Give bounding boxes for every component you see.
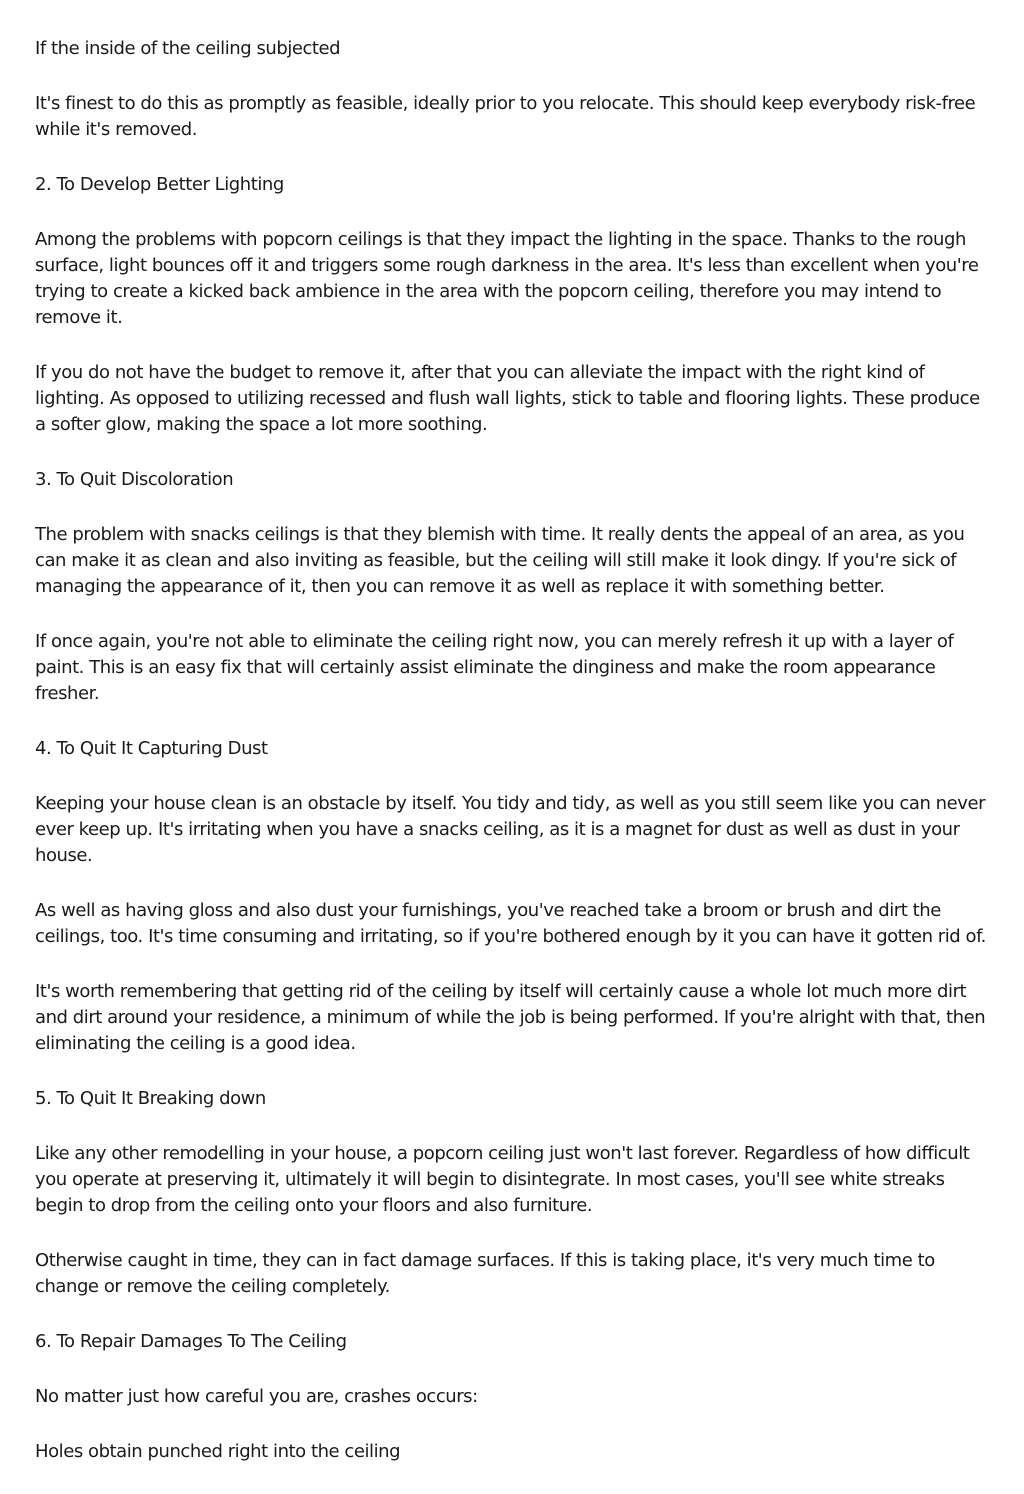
section-heading-discoloration: 3. To Quit Discoloration xyxy=(35,469,234,490)
paragraph: It's finest to do this as promptly as feasible, ideally prior to you relocate. This should keep everybody risk-free while it's removed. xyxy=(35,93,976,140)
paragraph: Otherwise caught in time, they can in fact damage surfaces. If this is taking place, it's very much time to change or remove the ceiling completely. xyxy=(35,1250,935,1297)
paragraph: The problem with snacks ceilings is that they blemish with time. It really dents the appeal of an area, as you can make it as clean and also inviting as feasible, but the ceiling will still make it look dingy. If you're sick of managing the appearance of it, then you can remove it as well as replace it with something better. xyxy=(35,524,965,597)
paragraph-intro-fragment: If the inside of the ceiling subjected xyxy=(35,38,341,59)
paragraph: If once again, you're not able to eliminate the ceiling right now, you can merely refresh it up with a layer of paint. This is an easy fix that will certainly assist eliminate the dinginess and make the room appearance fresher. xyxy=(35,631,954,704)
section-heading-breaking-down: 5. To Quit It Breaking down xyxy=(35,1088,266,1109)
section-heading-dust: 4. To Quit It Capturing Dust xyxy=(35,738,268,759)
document-body xyxy=(35,36,990,1494)
section-heading-repair-damages: 6. To Repair Damages To The Ceiling xyxy=(35,1331,347,1352)
paragraph: Among the problems with popcorn ceilings is that they impact the lighting in the space. Thanks to the rough surface, light bounces off it and triggers some rough darkness in the area. It's less than excellent when you're trying to create a kicked back ambience in the area with the popcorn ceiling, therefore you may intend to remove it. xyxy=(35,229,979,328)
paragraph: No matter just how careful you are, crashes occurs: xyxy=(35,1386,478,1407)
paragraph: Keeping your house clean is an obstacle by itself. You tidy and tidy, as well as you still seem like you can never ever keep up. It's irritating when you have a snacks ceiling, as it is a magnet for dust as well as dust in your house. xyxy=(35,793,986,866)
paragraph: Holes obtain punched right into the ceiling xyxy=(35,1441,401,1462)
section-heading-lighting: 2. To Develop Better Lighting xyxy=(35,174,284,195)
paragraph: As well as having gloss and also dust your furnishings, you've reached take a broom or brush and dirt the ceilings, too. It's time consuming and irritating, so if you're bothered enough by it you can have it gotten rid of. xyxy=(35,900,986,947)
paragraph: It's worth remembering that getting rid of the ceiling by itself will certainly cause a whole lot much more dirt and dirt around your residence, a minimum of while the job is being performed. If you're alright with that, then eliminating the ceiling is a good idea. xyxy=(35,981,986,1054)
paragraph: Like any other remodelling in your house, a popcorn ceiling just won't last forever. Regardless of how difficult you operate at preserving it, ultimately it will begin to disintegrate. In most cases, you'll see white streaks begin to drop from the ceiling onto your floors and also furniture. xyxy=(35,1143,970,1216)
paragraph: If you do not have the budget to remove it, after that you can alleviate the impact with the right kind of lighting. As opposed to utilizing recessed and flush wall lights, stick to table and flooring lights. These produce a softer glow, making the space a lot more soothing. xyxy=(35,362,980,435)
